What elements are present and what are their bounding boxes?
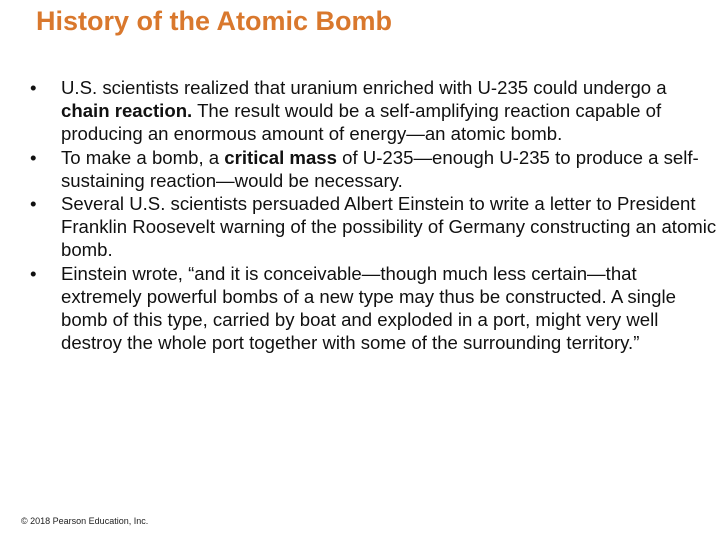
bullet-einstein-letter [30,192,720,262]
term-chain-reaction: chain reaction. [61,100,193,122]
bullet-list [30,76,720,354]
slide-title: History of the Atomic Bomb [36,6,393,36]
bullet-icon: • [30,77,37,98]
bullet-einstein-quote [30,262,720,355]
bullet-icon: • [30,193,37,215]
bullet-icon: • [30,146,37,168]
bullet-text-end: of U-235—enough U-235 to produce a self-sustaining reaction—would be necessary. [61,146,699,191]
bullet-text: Einstein wrote, “and it is conceivable—though much less certain—that extremely powerful bombs of a new type may thus be constructed. A single bomb of this type, carried by boat and exploded in a port, might very well destroy the whole port together with some of the surrounding territory.” [61,262,676,354]
bullet-chain-reaction [30,76,720,146]
bullet-critical-mass [30,146,720,192]
bullet-icon: • [30,262,37,284]
bullet-text-end: The result would be a self-amplifying reaction capable of producing an enormous amount of energy—an atomic bomb. [61,100,662,145]
bullet-text-start: To make a bomb, a [61,146,225,168]
term-critical-mass: critical mass [224,146,337,168]
bullet-text: Several U.S. scientists persuaded Albert Einstein to write a letter to President Franklin Roosevelt warning of the possibility of Germany constructing an atomic bomb. [61,193,717,261]
copyright-footer: © 2018 Pearson Education, Inc. [21,516,149,526]
bullet-text-start: U.S. scientists realized that uranium enriched with U-235 could undergo a [61,77,667,98]
